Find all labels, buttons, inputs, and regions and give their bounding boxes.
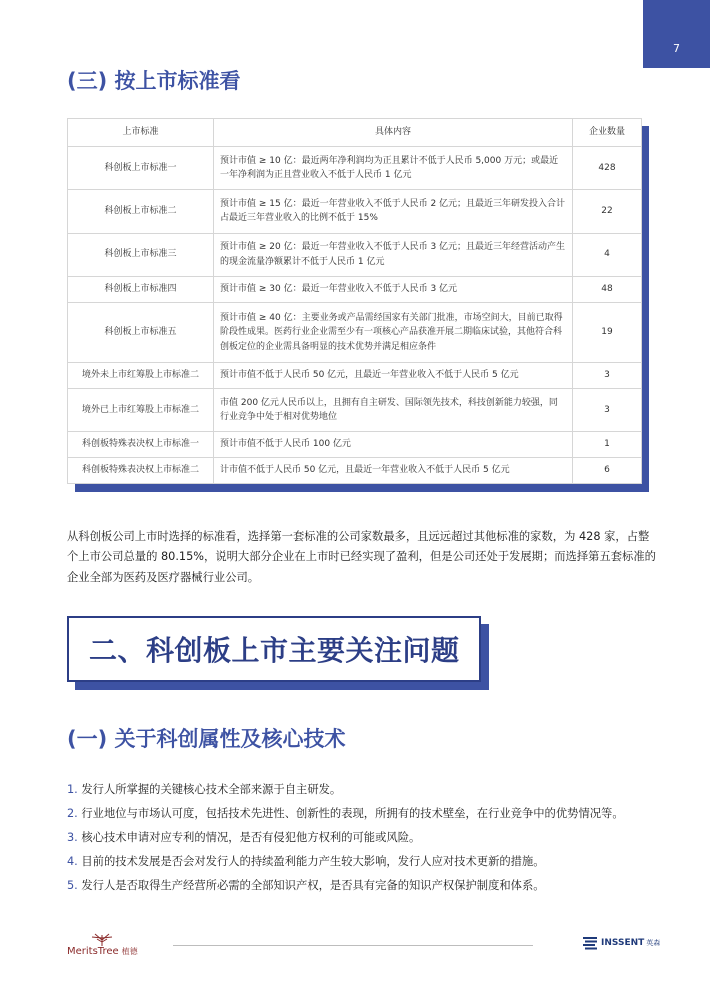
sub-heading-listing-standards: (三) 按上市标准看 <box>67 69 241 93</box>
table-row <box>68 190 642 233</box>
list-text: 发行人所掌握的关键核心技术全部来源于自主研发。 <box>81 783 342 796</box>
table-row <box>68 302 642 363</box>
list-text: 行业地位与市场认可度，包括技术先进性、创新性的表现，所拥有的技术壁垒，在行业竞争中的优势情况等。 <box>81 807 624 820</box>
header-count: 企业数量 <box>573 119 642 147</box>
table-row <box>68 432 642 458</box>
cell-content: 预计市值 ≥ 40 亿：主要业务或产品需经国家有关部门批准，市场空间大，目前已取得阶段性成果。医药行业企业需至少有一项核心产品获准开展二期临床试验，其他符合科创板定位的企业需具备明显的技术优势并满足相应条件 <box>214 302 573 363</box>
table-row <box>68 233 642 276</box>
cell-content: 预计市值不低于人民币 50 亿元，且最近一年营业收入不低于人民币 5 亿元 <box>214 363 573 389</box>
cell-content: 预计市值 ≥ 15 亿：最近一年营业收入不低于人民币 2 亿元；且最近三年研发投入合计占最近三年营业收入的比例不低于 15% <box>214 190 573 233</box>
section-title: 二、科创板上市主要关注问题 <box>89 634 460 667</box>
cell-content: 预计市值不低于人民币 100 亿元 <box>214 432 573 458</box>
cell-standard: 科创板上市标准三 <box>68 233 214 276</box>
section-heading-box <box>67 616 481 682</box>
cell-count: 3 <box>573 363 642 389</box>
table-row <box>68 458 642 484</box>
cell-count: 19 <box>573 302 642 363</box>
list-number: 1. <box>67 783 78 796</box>
list-item <box>67 826 657 850</box>
sub-heading-core-technology: (一) 关于科创属性及核心技术 <box>67 727 346 751</box>
cell-content: 预计市值 ≥ 20 亿：最近一年营业收入不低于人民币 3 亿元；且最近三年经营活动产生的现金流量净额累计不低于人民币 1 亿元 <box>214 233 573 276</box>
cell-standard: 境外未上市红筹股上市标准二 <box>68 363 214 389</box>
cell-content: 预计市值 ≥ 30 亿：最近一年营业收入不低于人民币 3 亿元 <box>214 276 573 302</box>
analysis-paragraph: 从科创板公司上市时选择的标准看，选择第一套标准的公司家数最多，且远远超过其他标准的家数，为 428 家，占整个上市公司总量的 80.15%，说明大部分企业在上市时已经实现了盈利，但是公司还处于发展期；而选择第五套标准的企业全部为医药及医疗器械行业公司。 <box>67 530 656 584</box>
table-row <box>68 363 642 389</box>
list-text: 发行人是否取得生产经营所必需的全部知识产权，是否具有完备的知识产权保护制度和体系。 <box>81 879 545 892</box>
table-row <box>68 389 642 432</box>
page-footer <box>0 928 710 958</box>
cell-standard: 科创板特殊表决权上市标准二 <box>68 458 214 484</box>
inssent-cn-text: 英森 <box>646 939 661 947</box>
table-row <box>68 147 642 190</box>
concern-list <box>67 778 657 898</box>
list-text: 核心技术申请对应专利的情况，是否有侵犯他方权利的可能或风险。 <box>81 831 421 844</box>
cell-content: 市值 200 亿元人民币以上，且拥有自主研发、国际领先技术，科技创新能力较强，同行业竞争中处于相对优势地位 <box>214 389 573 432</box>
tree-icon <box>89 932 115 946</box>
list-item <box>67 874 657 898</box>
cell-count: 6 <box>573 458 642 484</box>
table-header-row <box>68 119 642 147</box>
standards-table <box>67 118 642 484</box>
table-row <box>68 276 642 302</box>
page-number: 7 <box>673 42 680 55</box>
list-number: 3. <box>67 831 78 844</box>
meritstree-text: MeritsTree <box>67 946 119 957</box>
inssent-text: INSSENT <box>601 938 645 948</box>
page-number-tab <box>643 0 710 68</box>
list-number: 2. <box>67 807 78 820</box>
header-content: 具体内容 <box>214 119 573 147</box>
cell-content: 计市值不低于人民币 50 亿元，且最近一年营业收入不低于人民币 5 亿元 <box>214 458 573 484</box>
cell-standard: 境外已上市红筹股上市标准二 <box>68 389 214 432</box>
inssent-logo <box>583 936 660 950</box>
list-number: 4. <box>67 855 78 868</box>
cell-standard: 科创板上市标准五 <box>68 302 214 363</box>
cell-count: 3 <box>573 389 642 432</box>
inssent-icon <box>583 936 597 950</box>
cell-count: 1 <box>573 432 642 458</box>
cell-standard: 科创板上市标准二 <box>68 190 214 233</box>
cell-content: 预计市值 ≥ 10 亿：最近两年净利润均为正且累计不低于人民币 5,000 万元；或最近一年净利润为正且营业收入不低于人民币 1 亿元 <box>214 147 573 190</box>
meritstree-logo <box>67 932 138 957</box>
cell-standard: 科创板特殊表决权上市标准一 <box>68 432 214 458</box>
standards-table-container <box>67 118 641 484</box>
cell-standard: 科创板上市标准一 <box>68 147 214 190</box>
cell-count: 428 <box>573 147 642 190</box>
footer-divider <box>173 945 533 946</box>
cell-count: 48 <box>573 276 642 302</box>
cell-count: 22 <box>573 190 642 233</box>
list-number: 5. <box>67 879 78 892</box>
list-item <box>67 850 657 874</box>
meritstree-logo-block <box>67 932 138 957</box>
list-item <box>67 778 657 802</box>
cell-standard: 科创板上市标准四 <box>68 276 214 302</box>
header-standard: 上市标准 <box>68 119 214 147</box>
list-item <box>67 802 657 826</box>
meritstree-cn-text: 植德 <box>121 947 138 956</box>
meritstree-wordmark <box>67 946 138 957</box>
cell-count: 4 <box>573 233 642 276</box>
list-text: 目前的技术发展是否会对发行人的持续盈利能力产生较大影响，发行人应对技术更新的措施。 <box>81 855 545 868</box>
